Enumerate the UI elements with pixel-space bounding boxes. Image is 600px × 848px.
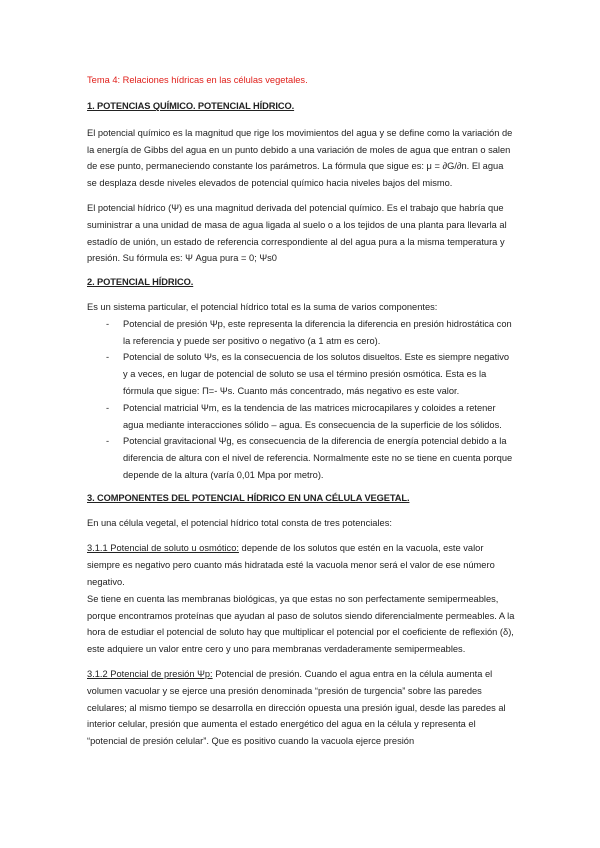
list-item-text: Potencial de soluto Ψs, es la consecuencia de los solutos disueltos. Este es siempre negativo y a veces, en lugar de potencial de soluto se usa el término presión osmótica. Esta es la fórmula que sigue: Π=- Ψs. Cuanto más concentrado, más negativo es este valor. (123, 352, 510, 396)
subsection-3-1-2-label: 3.1.2 Potencial de presión Ψp: (87, 668, 213, 679)
potential-components-list (87, 316, 515, 484)
list-item-text: Potencial gravitacional Ψg, es consecuencia de la diferencia de energía potencial debido a la diferencia de altura con el nivel de referencia. Normalmente este no se tiene en cuenta porque depende de la altura (varía 0,01 Mpa por metro). (123, 436, 513, 480)
list-item-text: Potencial de presión Ψp, este representa la diferencia la diferencia en presión hidrostática con la referencia y puede ser positivo o negativo (a 1 atm es cero). (123, 318, 512, 346)
document-page (87, 72, 515, 750)
subsection-3-1-2 (87, 666, 515, 750)
subsection-3-1-1-label: 3.1.1 Potencial de soluto u osmótico: (87, 543, 239, 554)
bullet-dash: - (106, 318, 110, 329)
subsection-3-1-1 (87, 540, 515, 590)
list-item (87, 400, 515, 434)
section-2-intro: Es un sistema particular, el potencial hídrico total es la suma de varios componentes: (87, 301, 438, 312)
section-1-heading: 1. POTENCIAS QUÍMICO. POTENCIAL HÍDRICO. (87, 101, 295, 111)
subsection-3-1-1-text: depende de los solutos que estén en la vacuola, este valor siempre es negativo pero cuanto más hidratada esté la vacuola menor será el valor de ese número negativo. (87, 543, 495, 587)
bullet-dash: - (106, 436, 110, 447)
list-item (87, 433, 515, 483)
list-item-text: Potencial matricial Ψm, es la tendencia de las matrices microcapilares y coloides a retener agua mediante interacciones sólido – agua. Es consecuencia de la superficie de los sólidos. (123, 402, 502, 430)
subsection-3-1-1-paragraph-2: Se tiene en cuenta las membranas biológicas, ya que estas no son perfectamente semipermeables, porque encontramos proteínas que ayudan al paso de solutos siendo diferencialmente permeables. A la hora de estudiar el potencial de soluto hay que multiplicar el potencial por el coeficiente de reflexión (δ), este adquiere un valor entre cero y uno para membranas verdaderamente semipermeables. (87, 593, 515, 655)
section-3-heading: 3. COMPONENTES DEL POTENCIAL HÍDRICO EN UNA CÉLULA VEGETAL. (87, 492, 410, 503)
document-title: Tema 4: Relaciones hídricas en las células vegetales. (87, 75, 308, 85)
section-2-heading: 2. POTENCIAL HÍDRICO. (87, 277, 194, 288)
list-item (87, 316, 515, 350)
bullet-dash: - (106, 402, 110, 413)
subsection-3-1-2-text: Potencial de presión. Cuando el agua entra en la célula aumenta el volumen vacuolar y se ejerce una presión denominada “presión de turgencia” sobre las paredes celulares; al mismo tiempo se desarrolla en dirección opuesta una presión igual, desde las paredes al interior celular, presión que aumenta el estado energético del agua en la célula y representa el “potencial de presión celular”. Que es positivo cuando la vacuola ejerce presión (87, 668, 506, 747)
section-3-intro: En una célula vegetal, el potencial hídrico total consta de tres potenciales: (87, 517, 392, 528)
bullet-dash: - (106, 352, 110, 363)
section-1-paragraph-1: El potencial químico es la magnitud que rige los movimientos del agua y se define como la variación de la energía de Gibbs del agua en un punto debido a una variación de moles de agua que entran o salen de ese punto, permaneciendo constante los parámetros. La fórmula que sigue es: μ = ∂G/∂n. El agua se desplaza desde niveles elevados de potencial químico hacia niveles bajos del mismo. (87, 127, 513, 189)
list-item (87, 349, 515, 399)
section-1-paragraph-2: El potencial hídrico (Ψ) es una magnitud derivada del potencial químico. Es el trabajo que habría que suministrar a una unidad de masa de agua ligada al suelo o a los tejidos de una planta para llevarla al estadío de unión, un estado de referencia correspondiente al del agua pura a la misma temperatura y presión. Su fórmula es: Ψ Agua pura = 0; Ψs0 (87, 202, 507, 264)
